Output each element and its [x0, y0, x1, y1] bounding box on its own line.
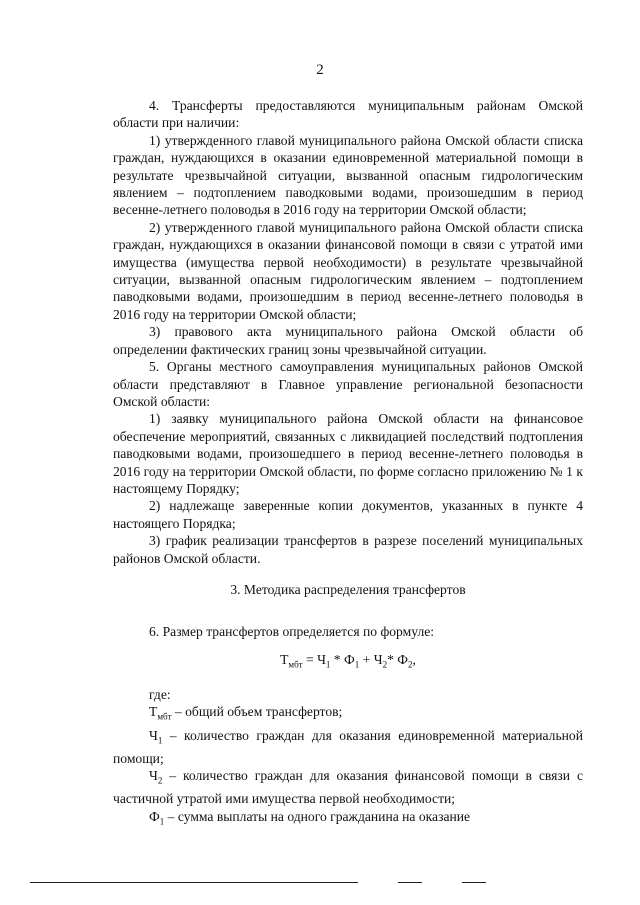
footer-rule-left: [30, 882, 358, 883]
footer-rule-mid: [398, 882, 422, 883]
paragraph-4-1: 1) утвержденного главой муниципального района Омской области списка граждан, нуждающихся в оказании единовременной материальной помощи в результате чрезвычайной ситуации, вызванной опасным гидрологическим явлением – подтоплением паводковыми водами, произошедшим в период весенне-летнего половодья в 2016 году на территории Омской области;: [113, 132, 583, 218]
body-text: [113, 97, 583, 567]
definition-item: $Ч_2$ – количество граждан для оказания финансовой помощи в связи с частичной утратой ими имущества первой необходимости;: [113, 768, 583, 807]
paragraph-5-2: 2) надлежаще заверенные копии документов, указанных в пункте 4 настоящего Порядка;: [113, 498, 583, 531]
definition-item: $Ф_1$ – сумма выплаты на одного гражданина на оказание: [149, 808, 471, 827]
formula: $Т_{мбт} = Ч_1 * Ф_1 + Ч_2*$ $Ф_2$,: [280, 652, 416, 670]
paragraph-5: 5. Органы местного самоуправления муниципальных районов Омской области представляют в Главное управление региональной безопасности Омской области:: [113, 359, 583, 409]
paragraph-5-1: 1) заявку муниципального района Омской области на финансовое обеспечение мероприятий, связанных с ликвидацией последствий подтопления паводковыми водами, произошедшего в период весенне-летнего половодья в 2016 году на территории Омской области, по форме согласно приложению № 1 к настоящему Порядку;: [113, 411, 583, 496]
formula-intro: 6. Размер трансфертов определяется по формуле:: [149, 624, 435, 639]
paragraph-4: 4. Трансферты предоставляются муниципальным районам Омской области при наличии:: [113, 98, 583, 131]
section-heading: 3. Методика распределения трансфертов: [230, 582, 466, 597]
footer-rule-right: [462, 882, 486, 883]
definitions: [113, 686, 583, 831]
page-number: 2: [316, 62, 324, 78]
paragraph-4-3: 3) правового акта муниципального района Омской области об определении фактических границ зоны чрезвычайной ситуации.: [113, 324, 583, 357]
paragraph-4-2: 2) утвержденного главой муниципального района Омской области списка граждан, нуждающихся в оказании финансовой помощи в связи с утратой ими имущества (имущества первой необходимости) в результате чрезвычайной ситуации, вызванной опасным гидрологическим явлением – подтоплением паводковыми водами, произошедшим в период весенне-летнего половодья в 2016 году на территории Омской области;: [113, 219, 583, 322]
where-label: где:: [149, 687, 171, 702]
paragraph-5-3: 3) график реализации трансфертов в разрезе поселений муниципальных районов Омской области.: [113, 533, 583, 566]
definition-item: $Ч_1$ – количество граждан для оказания единовременной материальной помощи;: [113, 727, 583, 766]
definition-item: $Т_{мбт}$ – общий объем трансфертов;: [149, 704, 343, 723]
